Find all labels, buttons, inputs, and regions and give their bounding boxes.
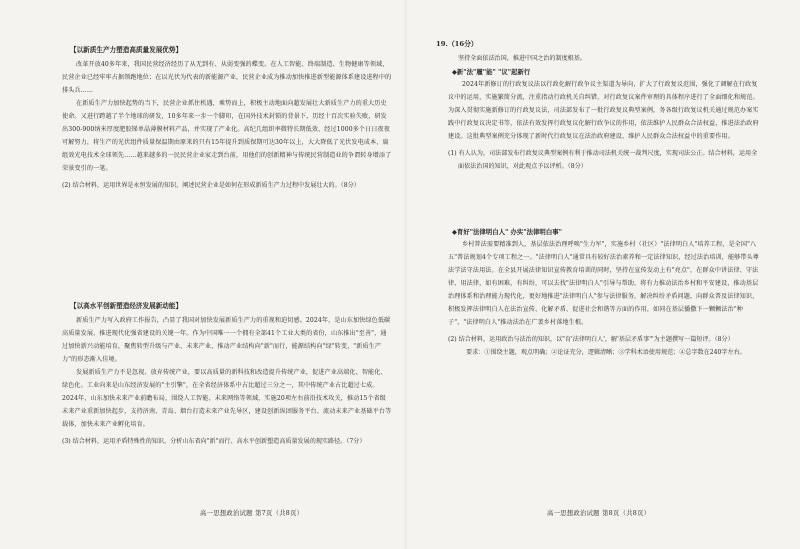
paragraph: 乡村普法需要精准到人，基层依法治理呼唤"生力军"，实施乡村（社区）"法律明白人"培养工程，是全国"八五"普法规划4个专项工程之一。"法律明白人"通常具有较好法治素养和一定法律知识，经过法治培训，能够带头尊法学法守法用法。在全县开展法律知识宣传教育培训的同时，坚持在宣传发动上有"亮点"，在群众中讲法律、守法律、用法律，如有困难，有纠纷，可以去找"法律明白人"引导与帮助，将有力推动法治乡村和平安建设，推动基层治理体系和治理能力现代化，更好地推进"法律明白人"参与法律服务，解决纠纷矛盾问题，向群众普及法律知识，积极发挥法律明白人在法治宣传、化解矛盾、促进社会和谐等方面的作用，如同在基层播撒下一颗颗法治"种子"，"法律明白人"推动法治在广袤乡村落地生根。	[448, 241, 760, 326]
subsection-title-administrative-review: ◆新"法"履"能" "议"起新行	[452, 68, 531, 76]
question-number: 19.（16分）	[436, 40, 478, 48]
page-footer-8: 高一思想政治试题 第8页（共8页）	[547, 510, 651, 517]
page-footer-7: 高一思想政治试题 第7页（共8页）	[200, 510, 304, 517]
section-title-innovation: 【以高水平创新塑造经济发展新动能】	[70, 302, 183, 310]
subsection-title-legal-understanding: ◆育好"法律明白人" 办实"法律明白事"	[452, 228, 562, 236]
question-3: (3) 结合材料，运用矛盾特殊性的知识，分析山东省向"新"而行、高水平创新塑造高质量发展的现实路径。（7分）	[62, 438, 366, 445]
question-19-1: (1) 有人认为，司法部发布行政复议典型案例有利于推动司法机关统一裁判尺度，实现司法公正。结合材料，运用全面依法治国的知识，对此观点予以评析。（8分）	[448, 150, 758, 170]
paragraph: 新质生产力写入政府工作报告，凸显了我国对加快发展新质生产力的重视和迫切感。2024年，是山东加快绿色低碳高质量发展、推进现代化强省建设的关键一年。作为中国唯一一个拥有全部41个工业大类的省份，山东推出"至善"，通过加快新兴动能培育，聚焦转型升级与产业、未来产业，推动产业结构向"新"而行，能源结构向"绿"转变，"新质生产力"的形态渐入佳境。	[62, 317, 391, 363]
paragraph: 发展新质生产力不是忽视、放弃传统产业，要以高质量的新科技和改造提升传统产业，促进产业高端化、智能化、绿色化。工业向来是山东经济发展的"主引擎"，在全省经济体系中占比超过三分之一，其中传统产业占比超过七成。2024年，山东加快未来产业前瞻布局，围绕人工智能、未来网络等领域，实施20项左右前沿技术攻关，推动15个省级未来产业重新加快起步，支持济南、青岛、烟台打造未来产业先导区，建设创新纵团服务平台、流动未来产业基础平台等载体，加快未来产业孵化培育。	[62, 369, 392, 428]
page-8	[410, 0, 800, 549]
paragraph: 2024年新修订的行政复议法以行政化解行政争议主渠道为导向，扩大了行政复议范围，强化了调解在行政复议中的运用，实施繁简分流，注重指动行政机关自纠错，对行政复议案件审理的具体程序进行了全面细化和规范。为深入贯彻实施新修订的行政复议法，司法部发布了一批行政复议典型案例，务各级行政复议机关通过规范办案实践中行政复议决定书等，依法有效发挥行政复议化解行政争议的作用，依法维护人民群众合法权益，推进法治政府建设。这批典型案例充分体现了新时代行政复议在法治政府建设、维护人民群众合法权益中的重要作用。	[448, 81, 759, 140]
question-intro: 坚持全面依法治国，推进中国之治的制度根基。	[458, 55, 586, 62]
paragraph: 在新质生产力加快起势的当下，民营企业抓住机遇，乘势而上，积极主动地面向超发展壮大新质生产力的重大历史使命。又进行跨越了半个地球的研发，10多年来一步一个脚印，在国外技术封锁的背景下，历经十百次实验失败，研发出300-900纳米厚度肥胶锑单晶薄膜材料产品，并实现了产业化。高纪几组织率微特长期低效，经过1000多个日日夜夜可解努力，将生产的光伏组件质量保温期由原来的只有15年提升到质保期可达30年以上，大大降低了光伏发电成本，扁组效光电技术全球领先……越来越多的一民民营企业家走到台前，用他们的创新精神与传统民营制造业的争谓转身增添了荣景变引的一笔。	[62, 100, 392, 172]
question-19-2: (2) 结合材料，运用政治与法治的知识，以"育'法律明白人'，解'基层矛盾事'"为主题撰写一篇短评。（8分）	[448, 336, 734, 343]
answer-requirements: 要求：①围绕主题，观点明确；②论证充分，逻辑清晰；③学科术语使用规范；④总字数在240字左右。	[466, 349, 746, 356]
question-2: (2) 结合材料，运用世界是永恒发展的知识，阐述民营企业是如何在形成新质生产力过程中发展壮大的。（8分）	[62, 182, 360, 189]
section-title-new-productivity: 【以新质生产力塑造高质量发展优势】	[70, 46, 183, 54]
paragraph: 改革开放40多年来，我国民营经济经历了从无到有、从弱变强的蝶变。在人工智能、终端制造、生物健康等领域，民营企业已经牢牢占据领跑地位；在以光伏为代表的新能源产业，民营企业成为推动加快推进新型能源体系建设进程中的排头兵……	[62, 61, 392, 94]
